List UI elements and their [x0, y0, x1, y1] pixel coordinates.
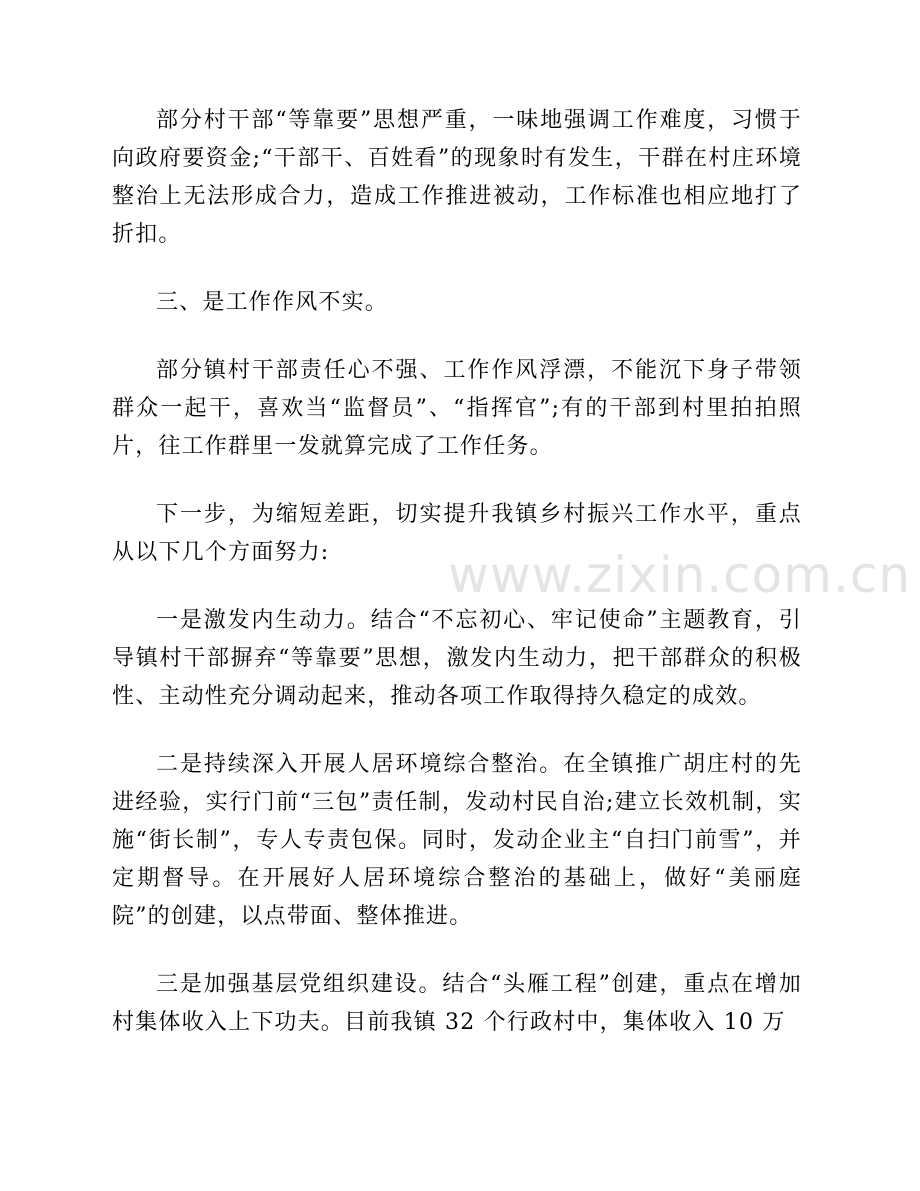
paragraph-7: 三是加强基层党组织建设。结合“头雁工程”创建，重点在增加村集体收入上下功夫。目前我镇 32 个行政村中，集体收入 10 万 — [112, 972, 802, 1035]
paragraph-6: 二是持续深入开展人居环境综合整治。在全镇推广胡庄村的先进经验，实行门前“三包”责任制，发动村民自治;建立长效机制，实施“街长制”，专人专责包保。同时，发动企业主“自扫门前雪”，并定期督导。在开展好人居环境综合整治的基础上，做好“美丽庭院”的创建，以点带面、整体推进。 — [112, 752, 802, 929]
paragraph-4: 下一步，为缩短差距，切实提升我镇乡村振兴工作水平，重点从以下几个方面努力: — [112, 502, 802, 565]
paragraph-2-heading: 三、是工作作风不实。 — [156, 290, 389, 315]
paragraph-1: 部分村干部“等靠要”思想严重，一味地强调工作难度，习惯于向政府要资金;“干部干、百姓看”的现象时有发生，干群在村庄环境整治上无法形成合力，造成工作推进被动，工作标准也相应地打了折扣。 — [112, 108, 802, 247]
paragraph-3: 部分镇村干部责任心不强、工作作风浮漂，不能沉下身子带领群众一起干，喜欢当“监督员”、“指挥官”;有的干部到村里拍拍照片，往工作群里一发就算完成了工作任务。 — [112, 358, 802, 459]
paragraph-5: 一是激发内生动力。结合“不忘初心、牢记使命”主题教育，引导镇村干部摒弃“等靠要”思想，激发内生动力，把干部群众的积极性、主动性充分调动起来，推动各项工作取得持久稳定的成效。 — [112, 608, 802, 709]
watermark-text: www.zixin.com.cn — [448, 546, 912, 604]
